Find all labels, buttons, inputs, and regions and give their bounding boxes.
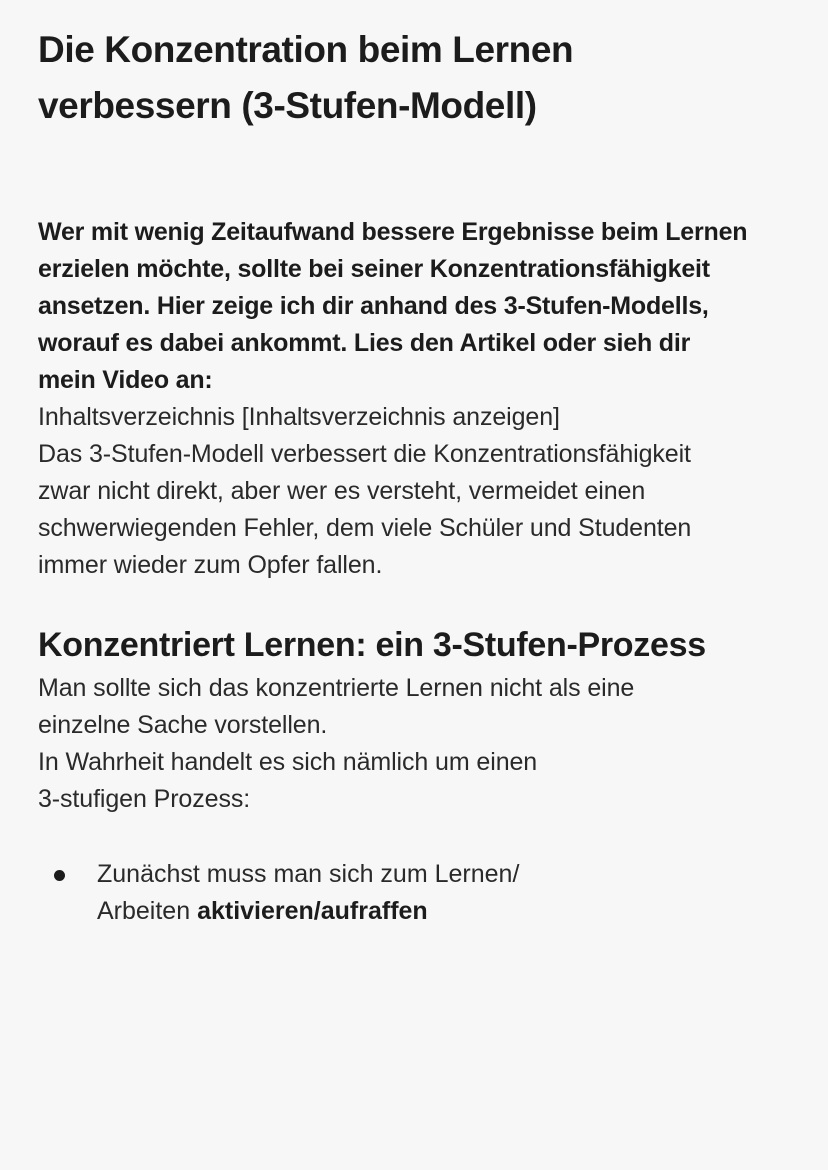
list-item-line: Zunächst muss man sich zum Lernen/ — [97, 860, 520, 888]
paragraph-line: schwerwiegenden Fehler, dem viele Schüler und Studenten — [38, 514, 692, 542]
paragraph-line: In Wahrheit handelt es sich nämlich um einen — [38, 748, 538, 776]
paragraph — [38, 744, 798, 818]
page-title — [38, 22, 798, 134]
intro-line: mein Video an: — [38, 366, 213, 394]
paragraph-line: einzelne Sache vorstellen. — [38, 711, 328, 739]
intro-line: ansetzen. Hier zeige ich dir anhand des 3-Stufen-Modells, — [38, 292, 709, 320]
toc-toggle-link[interactable]: [Inhaltsverzeichnis anzeigen] — [241, 403, 560, 431]
paragraph-line: zwar nicht direkt, aber wer es versteht, vermeidet einen — [38, 477, 646, 505]
page-title-line-2: verbessern (3-Stufen-Modell) — [38, 85, 537, 126]
intro-line: Wer mit wenig Zeitaufwand bessere Ergebnisse beim Lernen — [38, 218, 748, 246]
paragraph-line: 3-stufigen Prozess: — [38, 785, 251, 813]
article — [38, 22, 798, 930]
paragraph — [38, 436, 798, 584]
bullet-dot-icon — [54, 870, 65, 881]
toc-label: Inhaltsverzeichnis — [38, 403, 235, 431]
list-item-emphasis: aktivieren/aufraffen — [197, 897, 428, 925]
intro-line: erzielen möchte, sollte bei seiner Konzentrationsfähigkeit — [38, 255, 710, 283]
intro-paragraph — [38, 214, 798, 399]
bullet-list — [38, 856, 798, 930]
intro-line: worauf es dabei ankommt. Lies den Artikel oder sieh dir — [38, 329, 691, 357]
section-heading: Konzentriert Lernen: ein 3-Stufen-Prozess — [38, 626, 706, 664]
table-of-contents — [38, 399, 798, 436]
paragraph-line: Man sollte sich das konzentrierte Lernen nicht als eine — [38, 674, 635, 702]
paragraph — [38, 670, 798, 744]
list-item — [38, 856, 798, 930]
paragraph-line: Das 3-Stufen-Modell verbessert die Konzentrationsfähigkeit — [38, 440, 691, 468]
paragraph-line: immer wieder zum Opfer fallen. — [38, 551, 383, 579]
page-title-line-1: Die Konzentration beim Lernen — [38, 29, 574, 70]
list-item-text: Arbeiten — [97, 897, 198, 925]
